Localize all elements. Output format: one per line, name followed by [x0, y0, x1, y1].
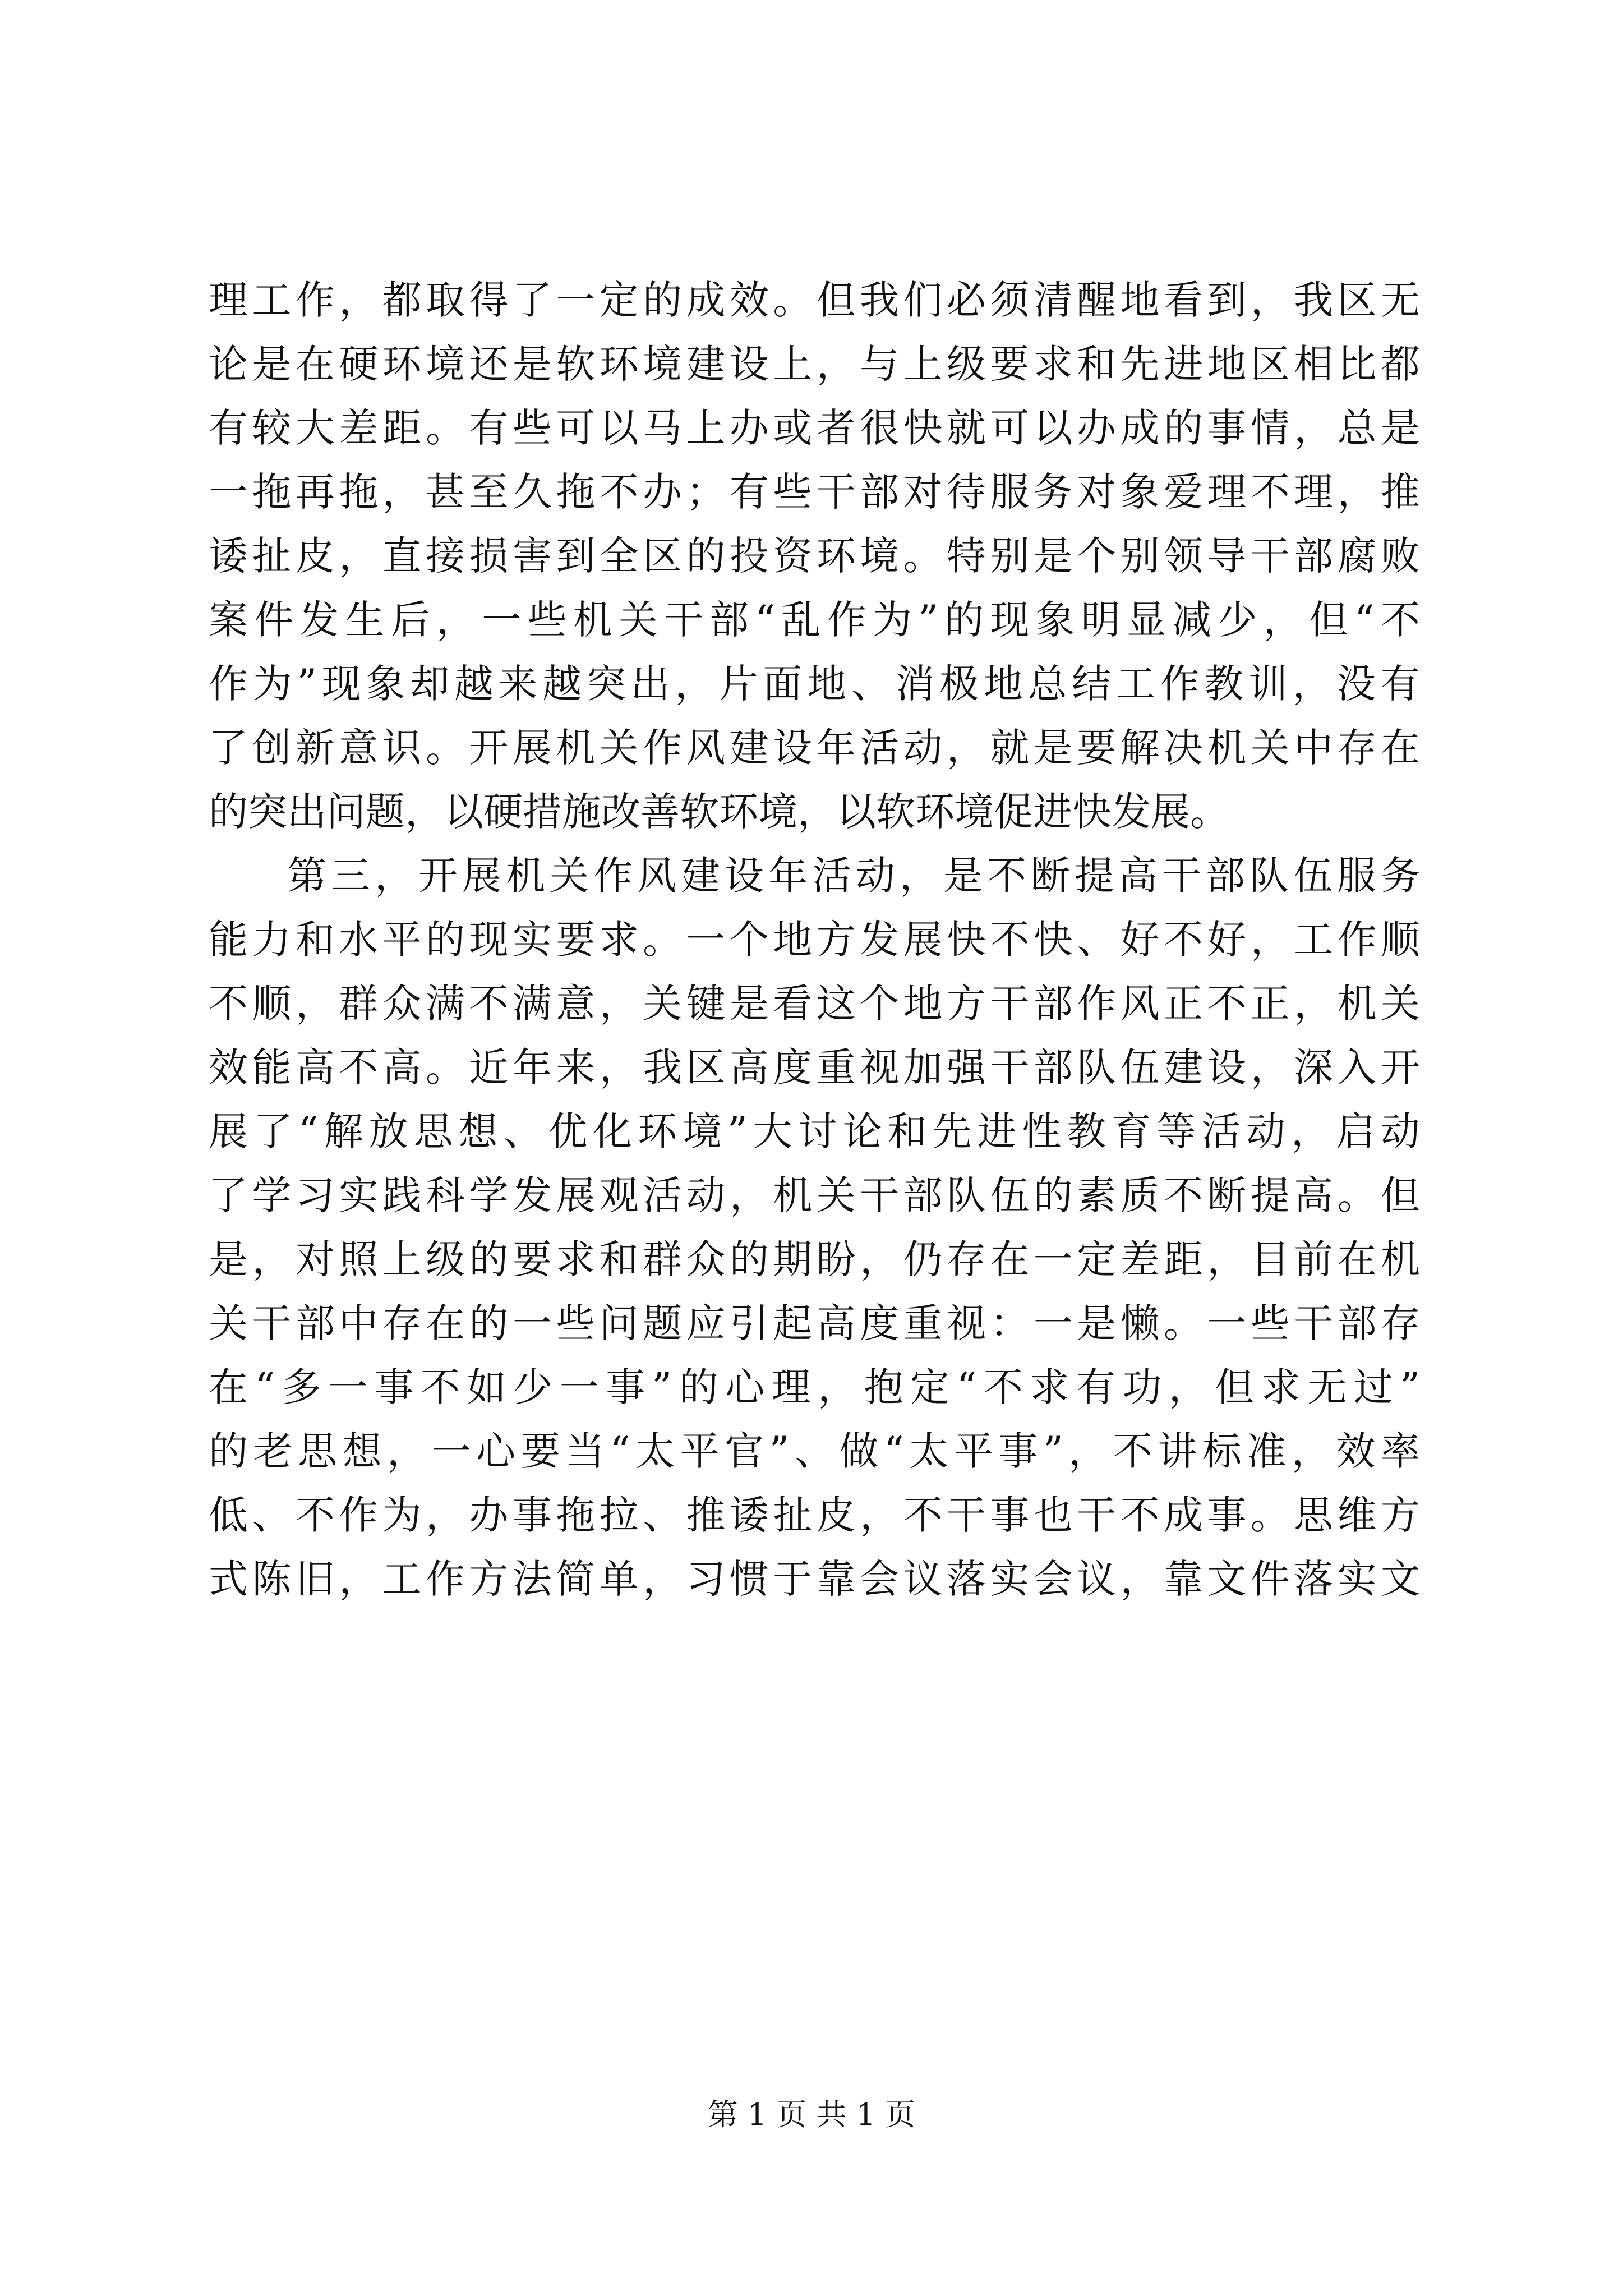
text-line: 式陈旧，工作方法简单，习惯于靠会议落实会议，靠文件落实文 [209, 1556, 1420, 1602]
text-line: 第三，开展机关作风建设年活动，是不断提高干部队伍服务 [287, 853, 1420, 899]
text-line: 效能高不高。近年来，我区高度重视加强干部队伍建设，深入开 [209, 1045, 1420, 1091]
text-line: 有较大差距。有些可以马上办或者很快就可以办成的事情，总是 [209, 405, 1420, 451]
text-line: 案件发生后，一些机关干部“乱作为”的现象明显减少，但“不 [209, 597, 1420, 643]
text-line: 能力和水平的现实要求。一个地方发展快不快、好不好，工作顺 [209, 917, 1420, 963]
text-line: 了创新意识。开展机关作风建设年活动，就是要解决机关中存在 [209, 725, 1420, 771]
text-line: 诿扯皮，直接损害到全区的投资环境。特别是个别领导干部腐败 [209, 533, 1420, 579]
text-line: 是，对照上级的要求和群众的期盼，仍存在一定差距，目前在机 [209, 1236, 1420, 1282]
text-line: 一拖再拖，甚至久拖不办；有些干部对待服务对象爱理不理，推 [209, 469, 1420, 515]
page-number-footer: 第 1 页 共 1 页 [707, 2097, 916, 2132]
text-line: 理工作，都取得了一定的成效。但我们必须清醒地看到，我区无 [209, 277, 1420, 323]
text-line: 论是在硬环境还是软环境建设上，与上级要求和先进地区相比都 [209, 341, 1420, 387]
text-line: 在“多一事不如少一事”的心理，抱定“不求有功，但求无过” [209, 1364, 1420, 1410]
text-line: 低、不作为，办事拖拉、推诿扯皮，不干事也干不成事。思维方 [209, 1492, 1420, 1538]
text-line: 不顺，群众满不满意，关键是看这个地方干部作风正不正，机关 [209, 981, 1420, 1027]
text-line: 的老思想，一心要当“太平官”、做“太平事”，不讲标准，效率 [209, 1428, 1420, 1474]
text-line: 了学习实践科学发展观活动，机关干部队伍的素质不断提高。但 [209, 1172, 1420, 1218]
text-line: 作为”现象却越来越突出，片面地、消极地总结工作教训，没有 [209, 661, 1420, 707]
text-line: 的突出问题，以硬措施改善软环境，以软环境促进快发展。 [209, 789, 1229, 835]
text-line: 关干部中存在的一些问题应引起高度重视：一是懒。一些干部存 [209, 1300, 1420, 1346]
body-text [209, 268, 1420, 1611]
text-line: 展了“解放思想、优化环境”大讨论和先进性教育等活动，启动 [209, 1108, 1420, 1154]
